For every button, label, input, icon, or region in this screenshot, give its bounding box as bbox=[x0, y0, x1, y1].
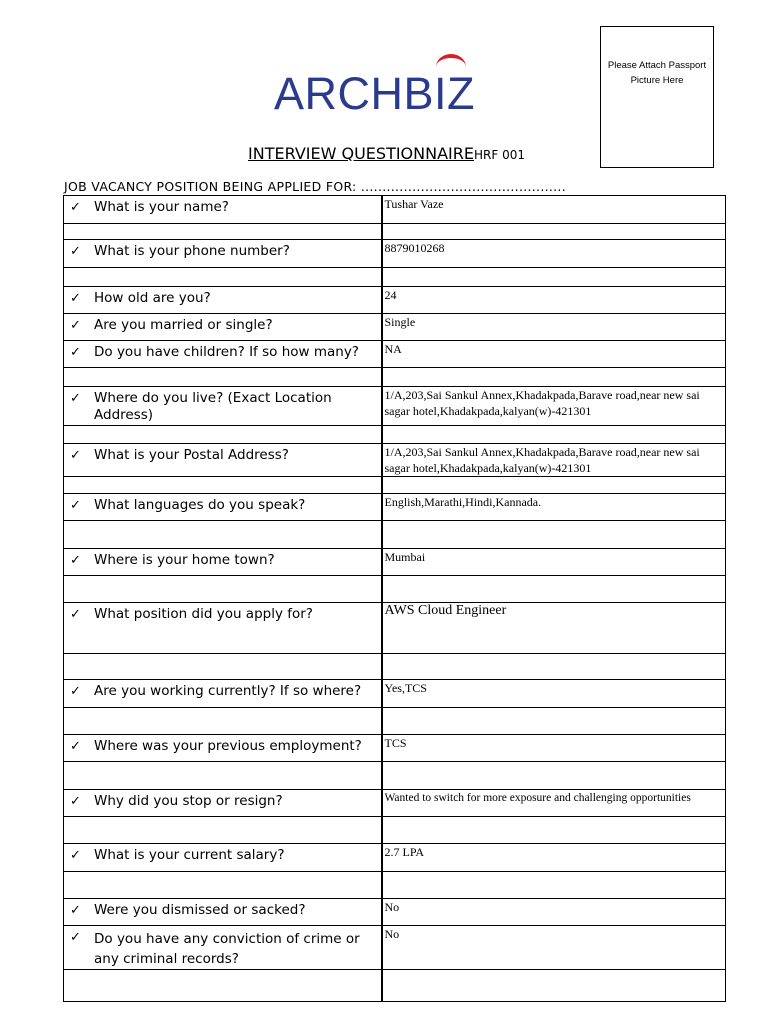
passport-photo-box bbox=[600, 26, 714, 168]
check-icon: ✓ bbox=[70, 684, 81, 699]
question-label: How old are you? bbox=[94, 290, 211, 306]
check-icon: ✓ bbox=[70, 200, 81, 215]
check-icon: ✓ bbox=[70, 318, 81, 333]
question-row bbox=[64, 240, 726, 268]
answer-value: 1/A,203,Sai Sankul Annex,Khadakpada,Barave road,near new sai sagar hotel,Khadakpada,kalyan(w)-421301 bbox=[384, 388, 700, 418]
check-icon: ✓ bbox=[70, 553, 81, 568]
question-label: What is your name? bbox=[94, 199, 229, 215]
answer-value: Yes,TCS bbox=[384, 681, 427, 695]
answer-field[interactable] bbox=[382, 240, 726, 268]
question-row bbox=[64, 387, 726, 426]
answer-value: Mumbai bbox=[384, 550, 426, 564]
question-label: What is your Postal Address? bbox=[94, 447, 289, 463]
question-row bbox=[64, 314, 726, 341]
answer-value: Wanted to switch for more exposure and challenging opportunities bbox=[384, 792, 691, 804]
check-icon: ✓ bbox=[70, 498, 81, 513]
question-row bbox=[64, 196, 726, 224]
spacer-row bbox=[64, 224, 726, 240]
archbiz-logo bbox=[274, 52, 496, 120]
form-title bbox=[248, 144, 525, 163]
answer-value: 24 bbox=[384, 288, 397, 302]
answer-field[interactable] bbox=[382, 549, 726, 576]
answer-field[interactable] bbox=[382, 735, 726, 762]
answer-field[interactable] bbox=[382, 790, 726, 817]
answer-field[interactable] bbox=[382, 444, 726, 477]
questionnaire-table bbox=[63, 195, 726, 1002]
answer-value: NA bbox=[384, 342, 402, 356]
question-row bbox=[64, 899, 726, 926]
spacer-row bbox=[64, 268, 726, 287]
question-label: Were you dismissed or sacked? bbox=[94, 902, 306, 918]
answer-value: TCS bbox=[384, 736, 407, 750]
question-label: Are you married or single? bbox=[94, 317, 273, 333]
question-row bbox=[64, 603, 726, 654]
question-label: What position did you apply for? bbox=[94, 606, 313, 622]
question-label: Do you have children? If so how many? bbox=[94, 344, 359, 360]
check-icon: ✓ bbox=[70, 930, 81, 945]
question-label: Are you working currently? If so where? bbox=[94, 683, 362, 699]
spacer-row bbox=[64, 426, 726, 444]
question-label: Do you have any conviction of crime or any criminal records? bbox=[94, 931, 360, 967]
question-row bbox=[64, 549, 726, 576]
check-icon: ✓ bbox=[70, 794, 81, 809]
answer-field[interactable] bbox=[382, 899, 726, 926]
answer-field[interactable] bbox=[382, 196, 726, 224]
answer-value: Single bbox=[384, 315, 416, 329]
check-icon: ✓ bbox=[70, 848, 81, 863]
spacer-row bbox=[64, 708, 726, 735]
answer-value: No bbox=[384, 900, 400, 914]
question-row bbox=[64, 494, 726, 521]
answer-field[interactable] bbox=[382, 341, 726, 368]
answer-field[interactable] bbox=[382, 287, 726, 314]
page-title: INTERVIEW QUESTIONNAIRE bbox=[248, 144, 474, 163]
spacer-row bbox=[64, 817, 726, 844]
answer-field[interactable] bbox=[382, 387, 726, 426]
answer-field[interactable] bbox=[382, 603, 726, 654]
question-row bbox=[64, 735, 726, 762]
question-row bbox=[64, 444, 726, 477]
question-row bbox=[64, 680, 726, 708]
check-icon: ✓ bbox=[70, 903, 81, 918]
question-row bbox=[64, 341, 726, 368]
spacer-row bbox=[64, 654, 726, 680]
answer-value: Tushar Vaze bbox=[384, 197, 444, 211]
spacer-row bbox=[64, 970, 726, 1002]
question-row bbox=[64, 844, 726, 872]
vacancy-line: JOB VACANCY POSITION BEING APPLIED FOR: ................................................ bbox=[64, 179, 566, 194]
logo-text: ARCHBIZ bbox=[274, 68, 476, 119]
check-icon: ✓ bbox=[70, 448, 81, 463]
answer-value: 1/A,203,Sai Sankul Annex,Khadakpada,Barave road,near new sai sagar hotel,Khadakpada,kalyan(w)-421301 bbox=[384, 445, 700, 475]
spacer-row bbox=[64, 521, 726, 549]
check-icon: ✓ bbox=[70, 244, 81, 259]
spacer-row bbox=[64, 872, 726, 899]
check-icon: ✓ bbox=[70, 607, 81, 622]
answer-field[interactable] bbox=[382, 844, 726, 872]
check-icon: ✓ bbox=[70, 391, 81, 406]
question-label: What is your phone number? bbox=[94, 243, 290, 259]
question-label: Where is your home town? bbox=[94, 552, 275, 568]
form-code: HRF 001 bbox=[473, 148, 525, 162]
answer-value: 2.7 LPA bbox=[384, 845, 425, 859]
answer-field[interactable] bbox=[382, 926, 726, 970]
check-icon: ✓ bbox=[70, 345, 81, 360]
question-label: What languages do you speak? bbox=[94, 497, 306, 513]
question-label: Why did you stop or resign? bbox=[94, 793, 283, 809]
question-row bbox=[64, 926, 726, 970]
spacer-row bbox=[64, 762, 726, 790]
answer-value: No bbox=[384, 927, 400, 941]
spacer-row bbox=[64, 477, 726, 494]
answer-value: 8879010268 bbox=[384, 241, 445, 255]
question-row bbox=[64, 790, 726, 817]
question-label: What is your current salary? bbox=[94, 847, 285, 863]
spacer-row bbox=[64, 368, 726, 387]
answer-field[interactable] bbox=[382, 494, 726, 521]
answer-field[interactable] bbox=[382, 680, 726, 708]
check-icon: ✓ bbox=[70, 291, 81, 306]
photo-box-label: Please Attach Passport Picture Here bbox=[607, 60, 707, 86]
question-label: Where was your previous employment? bbox=[94, 738, 362, 754]
answer-field[interactable] bbox=[382, 314, 726, 341]
check-icon: ✓ bbox=[70, 739, 81, 754]
question-label: Where do you live? (Exact Location Address) bbox=[94, 390, 332, 423]
answer-value: English,Marathi,Hindi,Kannada. bbox=[384, 495, 542, 509]
question-row bbox=[64, 287, 726, 314]
answer-value: AWS Cloud Engineer bbox=[384, 603, 507, 618]
spacer-row bbox=[64, 576, 726, 603]
